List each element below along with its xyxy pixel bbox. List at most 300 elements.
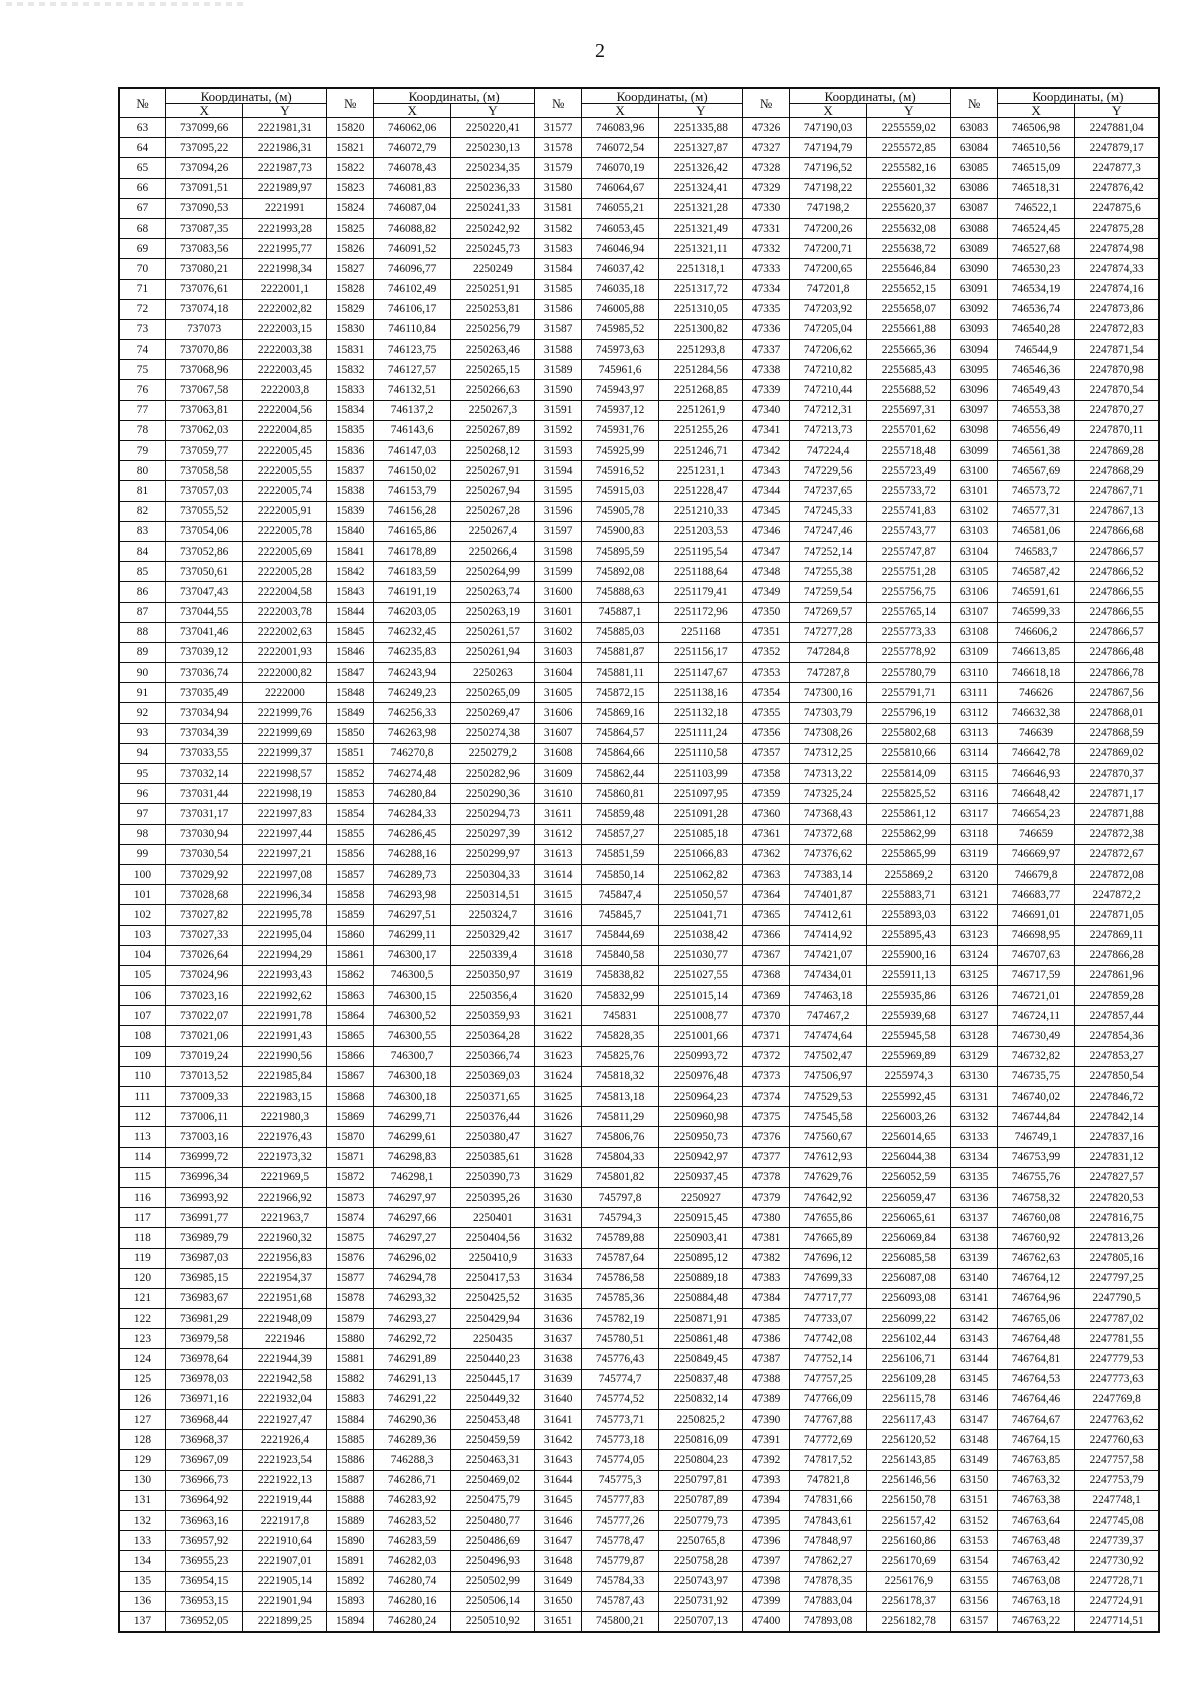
cell-x: 746270,8 xyxy=(373,743,450,763)
cell-y: 2247871,17 xyxy=(1075,784,1159,804)
table-row xyxy=(119,400,1159,420)
cell-x: 746191,19 xyxy=(373,582,450,602)
cell-y: 2255697,31 xyxy=(867,400,951,420)
cell-point-number: 31615 xyxy=(535,885,581,905)
table-row xyxy=(119,420,1159,440)
cell-point-number: 31580 xyxy=(535,178,581,198)
cell-point-number: 31585 xyxy=(535,279,581,299)
cell-y: 2250496,93 xyxy=(451,1551,535,1571)
cell-point-number: 31635 xyxy=(535,1288,581,1308)
cell-x: 746072,79 xyxy=(373,138,450,158)
cell-point-number: 47340 xyxy=(743,400,789,420)
cell-x: 747843,61 xyxy=(789,1510,866,1530)
cell-point-number: 15835 xyxy=(327,420,373,440)
cell-y: 2247879,17 xyxy=(1075,138,1159,158)
cell-y: 2221899,25 xyxy=(243,1611,327,1632)
cell-y: 2251317,72 xyxy=(659,279,743,299)
cell-y: 2221990,56 xyxy=(243,1046,327,1066)
cell-y: 2247866,55 xyxy=(1075,582,1159,602)
cell-x: 746297,97 xyxy=(373,1187,450,1207)
cell-x: 745787,43 xyxy=(581,1591,658,1611)
cell-x: 746583,7 xyxy=(997,541,1074,561)
cell-point-number: 47392 xyxy=(743,1450,789,1470)
cell-y: 2250267,89 xyxy=(451,420,535,440)
cell-x: 746749,1 xyxy=(997,1127,1074,1147)
cell-x: 737080,21 xyxy=(165,259,242,279)
cell-x: 746764,46 xyxy=(997,1389,1074,1409)
cell-y: 2250264,99 xyxy=(451,562,535,582)
cell-x: 747303,79 xyxy=(789,703,866,723)
cell-y: 2255559,02 xyxy=(867,118,951,138)
cell-point-number: 47346 xyxy=(743,521,789,541)
cell-x: 745892,08 xyxy=(581,562,658,582)
cell-x: 747831,66 xyxy=(789,1490,866,1510)
cell-y: 2250410,9 xyxy=(451,1248,535,1268)
cell-y: 2250242,92 xyxy=(451,218,535,238)
cell-y: 2221995,78 xyxy=(243,905,327,925)
cell-y: 2250889,18 xyxy=(659,1268,743,1288)
cell-x: 745804,33 xyxy=(581,1147,658,1167)
cell-y: 2247870,37 xyxy=(1075,764,1159,784)
cell-y: 2250417,53 xyxy=(451,1268,535,1288)
cell-point-number: 78 xyxy=(119,420,165,440)
cell-point-number: 15853 xyxy=(327,784,373,804)
cell-y: 2250261,94 xyxy=(451,642,535,662)
cell-x: 745797,8 xyxy=(581,1187,658,1207)
cell-x: 747414,92 xyxy=(789,925,866,945)
cell-x: 745779,87 xyxy=(581,1551,658,1571)
table-row xyxy=(119,784,1159,804)
cell-point-number: 77 xyxy=(119,400,165,420)
cell-x: 747200,26 xyxy=(789,218,866,238)
cell-point-number: 47375 xyxy=(743,1107,789,1127)
cell-x: 747198,22 xyxy=(789,178,866,198)
cell-point-number: 15868 xyxy=(327,1087,373,1107)
cell-point-number: 31629 xyxy=(535,1167,581,1187)
cell-y: 2250445,17 xyxy=(451,1369,535,1389)
cell-y: 2256157,42 xyxy=(867,1510,951,1530)
cell-y: 2250425,52 xyxy=(451,1288,535,1308)
cell-y: 2247872,08 xyxy=(1075,864,1159,884)
cell-x: 745811,29 xyxy=(581,1107,658,1127)
cell-x: 736978,64 xyxy=(165,1349,242,1369)
cell-x: 745773,71 xyxy=(581,1410,658,1430)
cell-point-number: 31624 xyxy=(535,1066,581,1086)
cell-x: 747383,14 xyxy=(789,864,866,884)
cell-y: 2247816,75 xyxy=(1075,1208,1159,1228)
cell-point-number: 63123 xyxy=(951,925,997,945)
cell-y: 2250269,47 xyxy=(451,703,535,723)
cell-x: 746078,43 xyxy=(373,158,450,178)
cell-y: 2221998,19 xyxy=(243,784,327,804)
cell-y: 2221963,7 xyxy=(243,1208,327,1228)
cell-x: 746553,38 xyxy=(997,400,1074,420)
cell-x: 747252,14 xyxy=(789,541,866,561)
cell-point-number: 31641 xyxy=(535,1410,581,1430)
cell-point-number: 15852 xyxy=(327,764,373,784)
table-row xyxy=(119,986,1159,1006)
cell-x: 747245,33 xyxy=(789,501,866,521)
cell-point-number: 80 xyxy=(119,461,165,481)
cell-x: 736964,92 xyxy=(165,1490,242,1510)
column-header-number: № xyxy=(535,88,581,118)
cell-y: 2221997,08 xyxy=(243,864,327,884)
cell-y: 2251195,54 xyxy=(659,541,743,561)
cell-x: 747733,07 xyxy=(789,1309,866,1329)
column-header-coordinates: Координаты, (м) xyxy=(997,88,1159,104)
cell-y: 2222005,28 xyxy=(243,562,327,582)
cell-x: 736989,79 xyxy=(165,1228,242,1248)
table-row xyxy=(119,1490,1159,1510)
cell-point-number: 63107 xyxy=(951,602,997,622)
cell-y: 2250993,72 xyxy=(659,1046,743,1066)
cell-x: 746288,16 xyxy=(373,844,450,864)
table-row xyxy=(119,582,1159,602)
cell-y: 2222005,55 xyxy=(243,461,327,481)
cell-x: 746289,36 xyxy=(373,1430,450,1450)
cell-point-number: 31634 xyxy=(535,1268,581,1288)
cell-y: 2247730,92 xyxy=(1075,1551,1159,1571)
cell-x: 737028,68 xyxy=(165,885,242,905)
cell-y: 2247869,11 xyxy=(1075,925,1159,945)
cell-point-number: 63087 xyxy=(951,198,997,218)
cell-y: 2255900,16 xyxy=(867,945,951,965)
cell-y: 2247779,53 xyxy=(1075,1349,1159,1369)
cell-y: 2250731,92 xyxy=(659,1591,743,1611)
cell-point-number: 73 xyxy=(119,319,165,339)
cell-y: 2250261,57 xyxy=(451,622,535,642)
cell-point-number: 63139 xyxy=(951,1248,997,1268)
cell-y: 2247739,37 xyxy=(1075,1531,1159,1551)
cell-point-number: 47368 xyxy=(743,965,789,985)
cell-x: 747224,4 xyxy=(789,441,866,461)
cell-x: 747467,2 xyxy=(789,1006,866,1026)
cell-y: 2221966,92 xyxy=(243,1187,327,1207)
table-row xyxy=(119,461,1159,481)
cell-x: 737029,92 xyxy=(165,864,242,884)
cell-x: 736952,05 xyxy=(165,1611,242,1632)
cell-y: 2251066,83 xyxy=(659,844,743,864)
table-row xyxy=(119,1228,1159,1248)
cell-x: 737063,81 xyxy=(165,400,242,420)
cell-y: 2250743,97 xyxy=(659,1571,743,1591)
cell-x: 747259,54 xyxy=(789,582,866,602)
cell-x: 746763,38 xyxy=(997,1490,1074,1510)
table-row xyxy=(119,1208,1159,1228)
cell-point-number: 31599 xyxy=(535,562,581,582)
cell-point-number: 15823 xyxy=(327,178,373,198)
cell-x: 745915,03 xyxy=(581,481,658,501)
cell-point-number: 63092 xyxy=(951,299,997,319)
cell-x: 746064,67 xyxy=(581,178,658,198)
cell-y: 2250267,4 xyxy=(451,521,535,541)
column-header-y: Y xyxy=(867,104,951,118)
cell-point-number: 31638 xyxy=(535,1349,581,1369)
cell-y: 2250263,19 xyxy=(451,602,535,622)
table-body xyxy=(119,118,1159,1633)
column-header-number: № xyxy=(119,88,165,118)
cell-y: 2250837,48 xyxy=(659,1369,743,1389)
table-row xyxy=(119,1026,1159,1046)
cell-x: 745838,82 xyxy=(581,965,658,985)
table-row xyxy=(119,158,1159,178)
cell-y: 2247866,57 xyxy=(1075,541,1159,561)
cell-y: 2256143,85 xyxy=(867,1450,951,1470)
cell-point-number: 15844 xyxy=(327,602,373,622)
cell-y: 2247850,54 xyxy=(1075,1066,1159,1086)
table-row xyxy=(119,299,1159,319)
cell-x: 746280,16 xyxy=(373,1591,450,1611)
column-header-y: Y xyxy=(451,104,535,118)
cell-point-number: 95 xyxy=(119,764,165,784)
cell-y: 2255778,92 xyxy=(867,642,951,662)
cell-point-number: 63126 xyxy=(951,986,997,1006)
cell-y: 2255572,85 xyxy=(867,138,951,158)
cell-y: 2251188,64 xyxy=(659,562,743,582)
cell-x: 746053,45 xyxy=(581,218,658,238)
column-header-coordinates: Координаты, (м) xyxy=(373,88,535,104)
cell-y: 2251030,77 xyxy=(659,945,743,965)
cell-point-number: 63146 xyxy=(951,1389,997,1409)
cell-point-number: 63137 xyxy=(951,1208,997,1228)
cell-point-number: 31604 xyxy=(535,663,581,683)
cell-x: 745785,36 xyxy=(581,1288,658,1308)
cell-y: 2255861,12 xyxy=(867,804,951,824)
cell-x: 746062,06 xyxy=(373,118,450,138)
cell-point-number: 63108 xyxy=(951,622,997,642)
cell-point-number: 118 xyxy=(119,1228,165,1248)
cell-y: 2250230,13 xyxy=(451,138,535,158)
cell-y: 2251091,28 xyxy=(659,804,743,824)
cell-point-number: 47333 xyxy=(743,259,789,279)
cell-x: 746626 xyxy=(997,683,1074,703)
cell-x: 746753,99 xyxy=(997,1147,1074,1167)
cell-point-number: 47357 xyxy=(743,743,789,763)
cell-x: 746035,18 xyxy=(581,279,658,299)
cell-point-number: 63090 xyxy=(951,259,997,279)
cell-x: 746758,32 xyxy=(997,1187,1074,1207)
cell-x: 745973,63 xyxy=(581,340,658,360)
cell-point-number: 47336 xyxy=(743,319,789,339)
cell-x: 746646,93 xyxy=(997,764,1074,784)
cell-x: 746292,72 xyxy=(373,1329,450,1349)
cell-x: 747203,92 xyxy=(789,299,866,319)
table-row xyxy=(119,1187,1159,1207)
cell-y: 2247724,91 xyxy=(1075,1591,1159,1611)
table-row xyxy=(119,1066,1159,1086)
cell-x: 737094,26 xyxy=(165,158,242,178)
cell-x: 747757,25 xyxy=(789,1369,866,1389)
cell-point-number: 47327 xyxy=(743,138,789,158)
cell-point-number: 47335 xyxy=(743,299,789,319)
cell-point-number: 63113 xyxy=(951,723,997,743)
cell-point-number: 31589 xyxy=(535,360,581,380)
cell-y: 2251015,14 xyxy=(659,986,743,1006)
cell-y: 2247753,79 xyxy=(1075,1470,1159,1490)
cell-y: 2247876,42 xyxy=(1075,178,1159,198)
cell-x: 746096,77 xyxy=(373,259,450,279)
cell-x: 746567,69 xyxy=(997,461,1074,481)
cell-y: 2250765,8 xyxy=(659,1531,743,1551)
table-row xyxy=(119,824,1159,844)
cell-point-number: 15873 xyxy=(327,1187,373,1207)
cell-point-number: 15821 xyxy=(327,138,373,158)
cell-x: 737067,58 xyxy=(165,380,242,400)
cell-x: 745776,43 xyxy=(581,1349,658,1369)
cell-x: 745916,52 xyxy=(581,461,658,481)
cell-point-number: 47338 xyxy=(743,360,789,380)
cell-y: 2251138,16 xyxy=(659,683,743,703)
cell-y: 2247872,83 xyxy=(1075,319,1159,339)
cell-x: 737083,56 xyxy=(165,239,242,259)
cell-x: 746510,56 xyxy=(997,138,1074,158)
table-row xyxy=(119,1147,1159,1167)
cell-y: 2250380,47 xyxy=(451,1127,535,1147)
table-row xyxy=(119,1107,1159,1127)
cell-x: 745777,26 xyxy=(581,1510,658,1530)
cell-y: 2247875,28 xyxy=(1075,218,1159,238)
cell-x: 746300,7 xyxy=(373,1046,450,1066)
cell-y: 2251203,53 xyxy=(659,521,743,541)
cell-x: 746763,18 xyxy=(997,1591,1074,1611)
cell-x: 747766,09 xyxy=(789,1389,866,1409)
cell-x: 737031,44 xyxy=(165,784,242,804)
cell-point-number: 47400 xyxy=(743,1611,789,1632)
cell-y: 2221999,76 xyxy=(243,703,327,723)
cell-point-number: 63131 xyxy=(951,1087,997,1107)
cell-x: 746298,83 xyxy=(373,1147,450,1167)
cell-x: 737087,35 xyxy=(165,218,242,238)
cell-y: 2222005,45 xyxy=(243,441,327,461)
cell-y: 2221951,68 xyxy=(243,1288,327,1308)
cell-y: 2256170,69 xyxy=(867,1551,951,1571)
table-row xyxy=(119,319,1159,339)
cell-y: 2250401 xyxy=(451,1208,535,1228)
column-header-x: X xyxy=(373,104,450,118)
cell-point-number: 31625 xyxy=(535,1087,581,1107)
cell-point-number: 125 xyxy=(119,1369,165,1389)
cell-point-number: 31637 xyxy=(535,1329,581,1349)
cell-x: 746730,49 xyxy=(997,1026,1074,1046)
cell-x: 746606,2 xyxy=(997,622,1074,642)
cell-x: 736979,58 xyxy=(165,1329,242,1349)
cell-point-number: 31631 xyxy=(535,1208,581,1228)
cell-y: 2222001,93 xyxy=(243,642,327,662)
cell-x: 746280,24 xyxy=(373,1611,450,1632)
cell-point-number: 31605 xyxy=(535,683,581,703)
cell-point-number: 63089 xyxy=(951,239,997,259)
cell-x: 745784,33 xyxy=(581,1571,658,1591)
cell-y: 2255974,3 xyxy=(867,1066,951,1086)
cell-x: 746284,33 xyxy=(373,804,450,824)
cell-y: 2221922,13 xyxy=(243,1470,327,1490)
cell-point-number: 31577 xyxy=(535,118,581,138)
table-row xyxy=(119,844,1159,864)
table-row xyxy=(119,864,1159,884)
cell-point-number: 15872 xyxy=(327,1167,373,1187)
cell-y: 2251318,1 xyxy=(659,259,743,279)
cell-x: 747284,8 xyxy=(789,642,866,662)
cell-x: 746283,59 xyxy=(373,1531,450,1551)
cell-point-number: 88 xyxy=(119,622,165,642)
cell-point-number: 137 xyxy=(119,1611,165,1632)
cell-x: 746735,75 xyxy=(997,1066,1074,1086)
table-row xyxy=(119,1410,1159,1430)
cell-point-number: 71 xyxy=(119,279,165,299)
cell-y: 2221907,01 xyxy=(243,1551,327,1571)
cell-x: 746127,57 xyxy=(373,360,450,380)
cell-y: 2247866,57 xyxy=(1075,622,1159,642)
cell-x: 747862,27 xyxy=(789,1551,866,1571)
cell-y: 2250861,48 xyxy=(659,1329,743,1349)
cell-y: 2221919,44 xyxy=(243,1490,327,1510)
cell-x: 747474,64 xyxy=(789,1026,866,1046)
cell-point-number: 15876 xyxy=(327,1248,373,1268)
cell-x: 746183,59 xyxy=(373,562,450,582)
cell-point-number: 63091 xyxy=(951,279,997,299)
cell-y: 2250304,33 xyxy=(451,864,535,884)
cell-y: 2221992,62 xyxy=(243,986,327,1006)
cell-y: 2247714,51 xyxy=(1075,1611,1159,1632)
column-header-number: № xyxy=(951,88,997,118)
cell-y: 2247870,11 xyxy=(1075,420,1159,440)
cell-y: 2250220,41 xyxy=(451,118,535,138)
cell-y: 2221989,97 xyxy=(243,178,327,198)
cell-point-number: 84 xyxy=(119,541,165,561)
cell-point-number: 105 xyxy=(119,965,165,985)
cell-point-number: 31588 xyxy=(535,340,581,360)
cell-y: 2247790,5 xyxy=(1075,1288,1159,1308)
cell-point-number: 31600 xyxy=(535,582,581,602)
table-row xyxy=(119,965,1159,985)
cell-y: 2251050,57 xyxy=(659,885,743,905)
cell-x: 737031,17 xyxy=(165,804,242,824)
cell-point-number: 63150 xyxy=(951,1470,997,1490)
cell-x: 746300,52 xyxy=(373,1006,450,1026)
cell-point-number: 47399 xyxy=(743,1591,789,1611)
cell-y: 2247870,98 xyxy=(1075,360,1159,380)
cell-point-number: 63148 xyxy=(951,1430,997,1450)
cell-point-number: 15849 xyxy=(327,703,373,723)
cell-point-number: 107 xyxy=(119,1006,165,1026)
cell-y: 2247869,28 xyxy=(1075,441,1159,461)
cell-y: 2250263,46 xyxy=(451,340,535,360)
cell-y: 2247787,02 xyxy=(1075,1309,1159,1329)
cell-point-number: 127 xyxy=(119,1410,165,1430)
cell-y: 2221905,14 xyxy=(243,1571,327,1591)
cell-x: 737026,64 xyxy=(165,945,242,965)
cell-x: 745905,78 xyxy=(581,501,658,521)
cell-point-number: 15850 xyxy=(327,723,373,743)
cell-y: 2247869,02 xyxy=(1075,743,1159,763)
cell-point-number: 130 xyxy=(119,1470,165,1490)
cell-x: 745787,64 xyxy=(581,1248,658,1268)
cell-x: 747529,53 xyxy=(789,1087,866,1107)
table-row xyxy=(119,198,1159,218)
cell-y: 2255685,43 xyxy=(867,360,951,380)
cell-x: 747313,22 xyxy=(789,764,866,784)
cell-point-number: 47380 xyxy=(743,1208,789,1228)
cell-point-number: 31609 xyxy=(535,764,581,784)
cell-x: 746280,74 xyxy=(373,1571,450,1591)
cell-x: 745800,21 xyxy=(581,1611,658,1632)
cell-y: 2255751,28 xyxy=(867,562,951,582)
cell-y: 2247868,59 xyxy=(1075,723,1159,743)
cell-point-number: 86 xyxy=(119,582,165,602)
cell-point-number: 63128 xyxy=(951,1026,997,1046)
cell-x: 747772,69 xyxy=(789,1430,866,1450)
cell-y: 2250463,31 xyxy=(451,1450,535,1470)
